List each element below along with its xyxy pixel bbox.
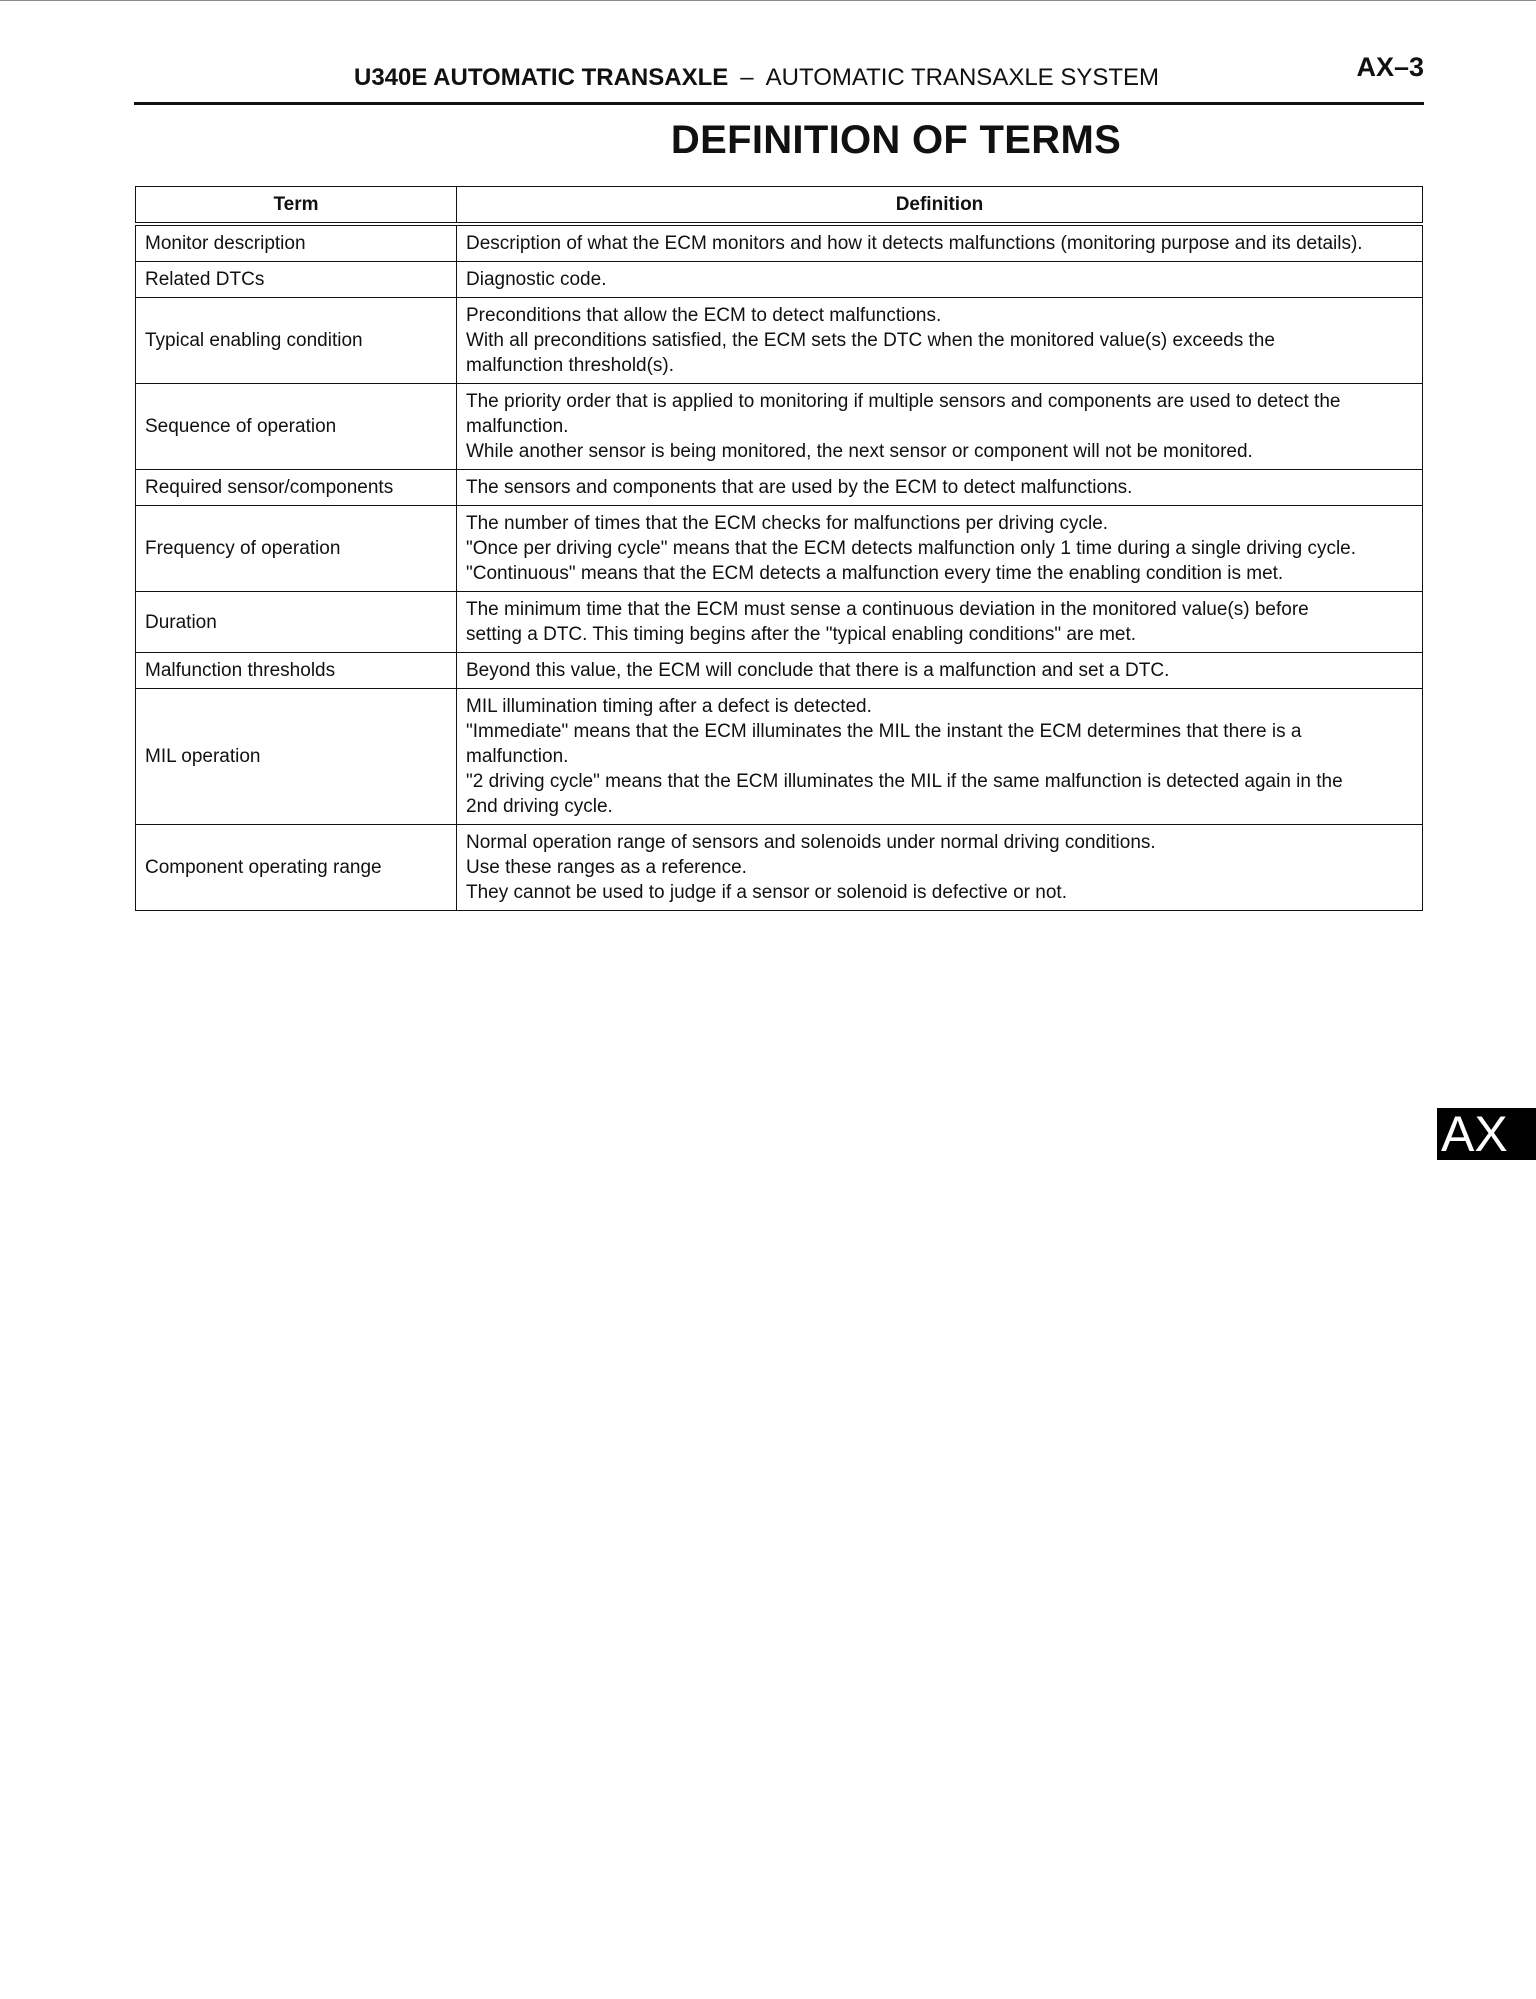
table-row — [136, 592, 1423, 653]
header-title-bold: U340E AUTOMATIC TRANSAXLE — [354, 64, 729, 91]
table-row — [136, 298, 1423, 384]
term-cell: Sequence of operation — [136, 384, 457, 470]
page-number: AX–3 — [1356, 52, 1424, 82]
definition-line: They cannot be used to judge if a sensor or solenoid is defective or not. — [466, 882, 1067, 903]
definition-line: The priority order that is applied to monitoring if multiple sensors and components are used to detect the — [466, 391, 1341, 412]
top-page-rule — [0, 0, 1536, 1]
section-tab-ax: AX — [1437, 1108, 1536, 1160]
term-cell: Required sensor/components — [136, 470, 457, 506]
definition-cell — [457, 592, 1423, 653]
definition-line: malfunction. — [466, 416, 569, 437]
definition-cell — [457, 653, 1423, 689]
definition-line: With all preconditions satisfied, the ECM sets the DTC when the monitored value(s) exceeds the — [466, 330, 1275, 351]
table-row — [136, 262, 1423, 298]
definition-line: Description of what the ECM monitors and how it detects malfunctions (monitoring purpose and its details). — [466, 233, 1363, 254]
definition-cell — [457, 470, 1423, 506]
definition-line: "Continuous" means that the ECM detects a malfunction every time the enabling condition is met. — [466, 563, 1284, 584]
term-cell: Related DTCs — [136, 262, 457, 298]
term-cell: Component operating range — [136, 825, 457, 911]
header-title-regular: AUTOMATIC TRANSAXLE SYSTEM — [765, 64, 1160, 91]
definition-line: malfunction threshold(s). — [466, 355, 675, 376]
definition-cell — [457, 506, 1423, 592]
header-separator: – — [740, 64, 754, 91]
definition-line: The number of times that the ECM checks for malfunctions per driving cycle. — [466, 513, 1109, 534]
definition-line: The minimum time that the ECM must sense a continuous deviation in the monitored value(s) before — [466, 599, 1309, 620]
page-title: DEFINITION OF TERMS — [670, 118, 1122, 162]
table-row — [136, 470, 1423, 506]
term-cell: Duration — [136, 592, 457, 653]
definition-line: "Once per driving cycle" means that the ECM detects malfunction only 1 time during a single driving cycle. — [466, 538, 1357, 559]
definition-line: Preconditions that allow the ECM to detect malfunctions. — [466, 305, 942, 326]
table-row — [136, 506, 1423, 592]
term-cell: Monitor description — [136, 224, 457, 262]
definition-line: Beyond this value, the ECM will conclude that there is a malfunction and set a DTC. — [466, 660, 1170, 681]
definition-cell — [457, 224, 1423, 262]
definition-of-terms-table — [135, 186, 1423, 911]
definition-cell — [457, 262, 1423, 298]
table-row — [136, 224, 1423, 262]
definition-cell — [457, 825, 1423, 911]
definition-line: MIL illumination timing after a defect is detected. — [466, 696, 872, 717]
definition-cell — [457, 384, 1423, 470]
table-row — [136, 384, 1423, 470]
term-cell: Typical enabling condition — [136, 298, 457, 384]
header-title — [354, 64, 1159, 92]
table-row — [136, 653, 1423, 689]
definition-line: "Immediate" means that the ECM illuminates the MIL the instant the ECM determines that there is a — [466, 721, 1302, 742]
definition-cell — [457, 298, 1423, 384]
term-cell: Frequency of operation — [136, 506, 457, 592]
term-cell: Malfunction thresholds — [136, 653, 457, 689]
definition-line: "2 driving cycle" means that the ECM illuminates the MIL if the same malfunction is detected again in the — [466, 771, 1343, 792]
column-header-term: Term — [136, 187, 457, 225]
definition-line: While another sensor is being monitored, the next sensor or component will not be monitored. — [466, 441, 1253, 462]
page-header — [134, 52, 1424, 105]
table-row — [136, 825, 1423, 911]
definition-line: Diagnostic code. — [466, 269, 607, 290]
definition-line: Normal operation range of sensors and solenoids under normal driving conditions. — [466, 832, 1156, 853]
column-header-definition: Definition — [457, 187, 1423, 225]
definition-line: 2nd driving cycle. — [466, 796, 613, 817]
definition-line: malfunction. — [466, 746, 569, 767]
definition-line: The sensors and components that are used by the ECM to detect malfunctions. — [466, 477, 1133, 498]
definition-cell — [457, 689, 1423, 825]
term-cell: MIL operation — [136, 689, 457, 825]
definition-line: setting a DTC. This timing begins after the "typical enabling conditions" are met. — [466, 624, 1137, 645]
table-header-row — [136, 187, 1423, 225]
definition-line: Use these ranges as a reference. — [466, 857, 747, 878]
table-row — [136, 689, 1423, 825]
